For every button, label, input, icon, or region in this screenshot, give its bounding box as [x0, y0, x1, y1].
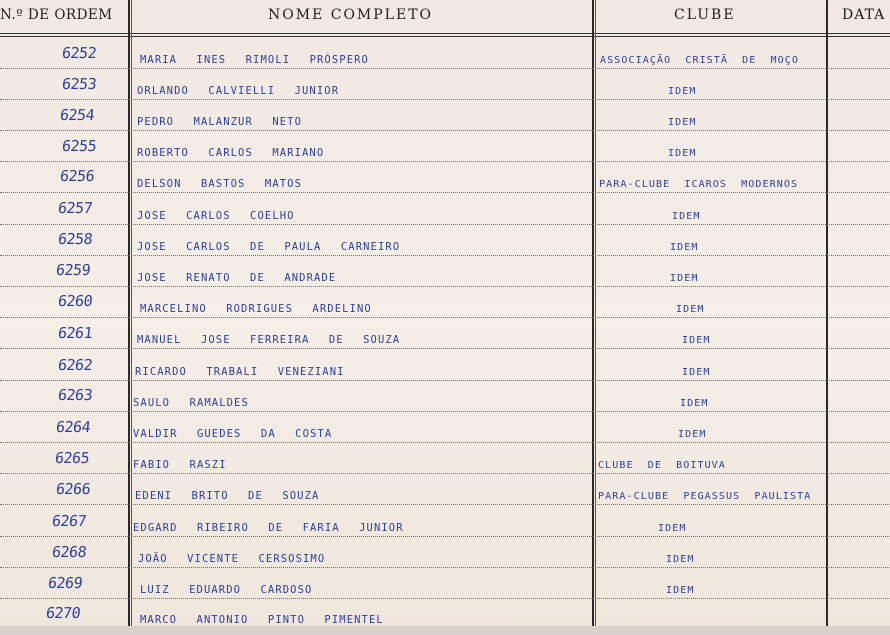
entry-order-number: 6262	[57, 356, 94, 374]
entry-club: IDEM	[682, 335, 711, 346]
entry-order-number: 6254	[59, 106, 96, 124]
column-divider	[826, 0, 828, 628]
entry-order-number: 6267	[51, 512, 88, 530]
entry-club: IDEM	[682, 367, 711, 378]
entry-order-number: 6266	[55, 480, 92, 498]
entry-order-number: 6264	[55, 418, 92, 436]
row-ruled-line	[0, 192, 890, 193]
column-divider	[128, 0, 130, 628]
entry-full-name: JOSE CARLOS DE PAULA CARNEIRO	[137, 241, 401, 253]
entry-club: IDEM	[676, 304, 705, 315]
entry-order-number: 6259	[55, 261, 92, 279]
entry-order-number: 6255	[61, 137, 98, 155]
header-rule-double	[0, 36, 890, 37]
entry-full-name: MANUEL JOSE FERREIRA DE SOUZA	[137, 334, 401, 346]
row-ruled-line	[0, 161, 890, 162]
column-divider	[592, 0, 594, 628]
entry-full-name: EDGARD RIBEIRO DE FARIA JUNIOR	[133, 522, 404, 534]
entry-order-number: 6261	[57, 324, 94, 342]
column-divider	[131, 0, 132, 628]
row-ruled-line	[0, 567, 890, 568]
row-ruled-line	[0, 411, 890, 412]
row-ruled-line	[0, 442, 890, 443]
row-ruled-line	[0, 380, 890, 381]
entry-order-number: 6258	[57, 230, 94, 248]
entry-club: IDEM	[678, 429, 707, 440]
entry-club: PARA-CLUBE PEGASSUS PAULISTA	[598, 491, 812, 502]
entry-order-number: 6256	[59, 167, 96, 185]
page-bottom-edge	[0, 626, 890, 635]
entry-order-number: 6263	[57, 386, 94, 404]
entry-club: IDEM	[666, 554, 695, 565]
row-ruled-line	[0, 224, 890, 225]
entry-club: IDEM	[670, 242, 699, 253]
entry-full-name: PEDRO MALANZUR NETO	[137, 116, 303, 128]
entry-club: IDEM	[668, 86, 697, 97]
entry-order-number: 6268	[51, 543, 88, 561]
row-ruled-line	[0, 473, 890, 474]
header-club: CLUBE	[674, 7, 736, 23]
entry-club: CLUBE DE BOITUVA	[598, 460, 726, 471]
entry-full-name: MARCO ANTONIO PINTO PIMENTEL	[140, 614, 384, 626]
row-ruled-line	[0, 255, 890, 256]
entry-full-name: ROBERTO CARLOS MARIANO	[137, 147, 325, 159]
entry-club: IDEM	[668, 117, 697, 128]
row-ruled-line	[0, 99, 890, 100]
row-ruled-line	[0, 536, 890, 537]
row-ruled-line	[0, 130, 890, 131]
entry-order-number: 6269	[47, 574, 84, 592]
entry-full-name: ORLANDO CALVIELLI JUNIOR	[137, 85, 340, 97]
row-ruled-line	[0, 348, 890, 349]
row-ruled-line	[0, 504, 890, 505]
header-order-number: N.º DE ORDEM	[0, 7, 113, 23]
row-ruled-line	[0, 68, 890, 69]
entry-club: IDEM	[658, 523, 687, 534]
row-ruled-line	[0, 598, 890, 599]
entry-club: IDEM	[668, 148, 697, 159]
entry-club: IDEM	[672, 211, 701, 222]
entry-full-name: VALDIR GUEDES DA COSTA	[133, 428, 333, 440]
entry-full-name: RICARDO TRABALI VENEZIANI	[135, 366, 345, 378]
entry-club: IDEM	[680, 398, 709, 409]
row-ruled-line	[0, 286, 890, 287]
entry-club: IDEM	[670, 273, 699, 284]
header-full-name: NOME COMPLETO	[268, 7, 434, 23]
entry-order-number: 6260	[57, 292, 94, 310]
entry-full-name: JOSE CARLOS COELHO	[137, 210, 295, 222]
entry-club: ASSOCIAÇÃO CRISTÃ DE MOÇO	[600, 55, 800, 66]
entry-club: PARA-CLUBE ICAROS MODERNOS	[599, 179, 799, 190]
entry-full-name: LUIZ EDUARDO CARDOSO	[140, 584, 313, 596]
entry-full-name: MARIA INES RIMOLI PRÓSPERO	[140, 54, 369, 66]
entry-full-name: SAULO RAMALDES	[133, 397, 249, 409]
header-date: DATA	[842, 7, 886, 23]
column-divider	[595, 0, 596, 628]
entry-order-number: 6265	[54, 449, 91, 467]
entry-full-name: FABIO RASZI	[133, 459, 227, 471]
ledger-header	[0, 0, 890, 33]
entry-order-number: 6270	[45, 604, 82, 622]
entry-order-number: 6253	[61, 75, 98, 93]
row-ruled-line	[0, 317, 890, 318]
entry-club: IDEM	[666, 585, 695, 596]
entry-full-name: DELSON BASTOS MATOS	[137, 178, 303, 190]
entry-full-name: MARCELINO RODRIGUES ARDELINO	[140, 303, 372, 315]
entry-order-number: 6257	[57, 199, 94, 217]
entry-full-name: JOSE RENATO DE ANDRADE	[137, 272, 337, 284]
entry-full-name: EDENI BRITO DE SOUZA	[135, 490, 320, 502]
entry-full-name: JOÃO VICENTE CERSOSIMO	[138, 553, 326, 565]
header-rule	[0, 33, 890, 34]
entry-order-number: 6252	[61, 44, 98, 62]
